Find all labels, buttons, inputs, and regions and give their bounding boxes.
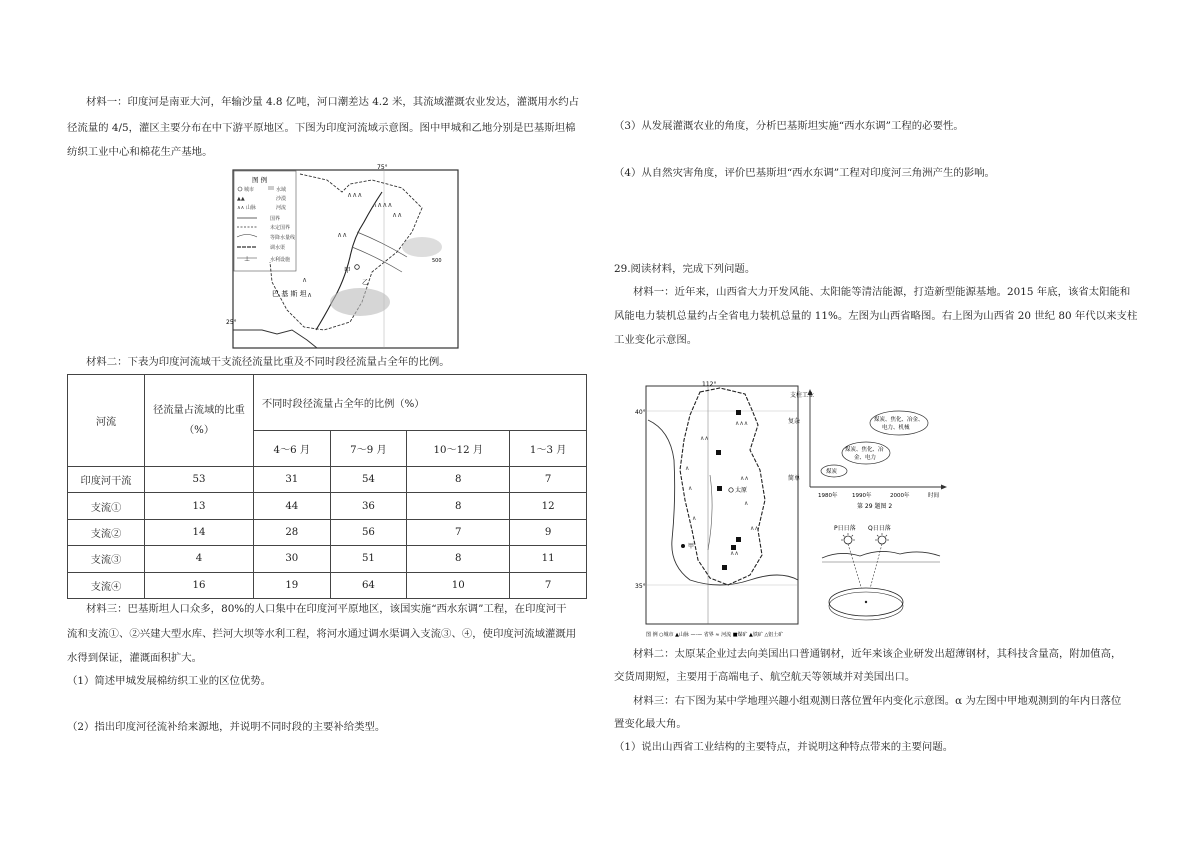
city-jia: 甲 — [344, 266, 351, 274]
svg-text:∧∧: ∧∧ — [337, 231, 348, 239]
svg-text:∧∧: ∧∧ — [700, 435, 709, 442]
svg-text:∧: ∧ — [744, 500, 749, 507]
legend-canal: 调水渠 — [270, 245, 286, 251]
svg-text:▲▲: ▲▲ — [237, 196, 245, 202]
x-tick-1990: 1990年 — [852, 493, 872, 499]
m1-line2: 径流量的 4/5，灌区主要分布在中下游平原地区。下图为印度河流域示意图。图中甲城和乙地分别是巴基斯坦棉 — [67, 122, 576, 134]
svg-text:∧∧∧: ∧∧∧ — [347, 191, 363, 199]
y-bottom: 简单 — [788, 475, 801, 482]
svg-text:∧∧: ∧∧ — [392, 211, 403, 219]
legend-undetermined: 未定国界 — [270, 225, 291, 231]
shanxi-legend: 图 例 ○城市 ▲山脉 —·— 省界 ≈ 河流 ■煤矿 ▲铁矿 △铝土矿 — [646, 632, 784, 638]
svg-text:∧∧: ∧∧ — [237, 205, 245, 211]
y-top: 复杂 — [788, 418, 801, 425]
city-jia-shanxi: 甲 — [688, 543, 695, 550]
svg-text:∧: ∧ — [685, 465, 690, 472]
sun-p-icon — [841, 533, 855, 544]
x-tick-1980: 1980年 — [818, 493, 838, 499]
legend-mountain: 山脉 — [246, 205, 257, 211]
legend-isohyet: 等降水量线 — [270, 235, 296, 241]
legend-water: 水域 — [276, 187, 287, 193]
th-p3: 10～12 月 — [407, 431, 510, 467]
svg-text:∧: ∧ — [692, 515, 697, 522]
stage-3b: 电力、机械 — [882, 425, 910, 431]
table-row: 支流② 14 28 56 7 9 — [68, 519, 587, 545]
question-2: （2）指出印度河径流补给来源地，并说明不同时段的主要补给类型。 — [67, 721, 386, 733]
table-row: 印度河干流 53 31 54 8 7 — [68, 467, 587, 493]
q29-m2-line1: 材料二：太原某企业过去向美国出口普通钢材，近年来该企业研发出超薄钢材，其科技含量高，附加值高， — [633, 648, 1122, 660]
th-p1: 4～6 月 — [254, 431, 331, 467]
stage-2a: 煤炭、焦化、冶 — [845, 447, 884, 453]
question-29: 29.阅读材料，完成下列问题。 — [614, 263, 756, 275]
p-sunset-label: P日日落 — [834, 525, 856, 532]
svg-text:∧∧∧: ∧∧∧ — [735, 420, 749, 427]
place-yi: 乙 — [362, 278, 369, 286]
m3-line2: 流和支流①、②兴建大型水库、拦河大坝等水利工程，将河水通过调水渠调入支流③、④，使印度河流域灌溉用 — [67, 628, 577, 640]
x-tick-2000: 2000年 — [890, 493, 910, 499]
svg-text:∧: ∧ — [302, 276, 308, 284]
q29-m1-line3: 工业变化示意图。 — [614, 334, 698, 346]
svg-text:∧: ∧ — [307, 291, 313, 299]
sun-q-icon — [875, 533, 889, 544]
stage-2b: 金、电力 — [854, 455, 877, 461]
th-period: 不同时段径流量占全年的比例（%） — [254, 375, 587, 431]
q29-m3-line1: 材料三：右下图为某中学地理兴趣小组观测日落位置年内变化示意图。α 为左图中甲地观测到的年内日落位 — [633, 695, 1122, 707]
isohyet-500: 500 — [432, 258, 442, 264]
chart-caption: 第 29 题图 2 — [857, 503, 893, 510]
question-3: （3）从发展灌溉农业的角度，分析巴基斯坦实施“西水东调”工程的必要性。 — [614, 120, 964, 132]
country-label: 巴 基 斯 坦 — [272, 290, 307, 298]
svg-text:∧: ∧ — [688, 485, 693, 492]
q-sunset-label: Q日日落 — [868, 525, 891, 532]
m2-text: 材料二：下表为印度河流域干支流径流量比重及不同时段径流量占全年的比例。 — [86, 356, 450, 368]
legend-desert: 沙漠 — [276, 196, 287, 202]
svg-text:⊥: ⊥ — [244, 255, 251, 263]
y-title: 支柱工业 — [790, 392, 815, 399]
m1-line3: 纺织工业中心和棉花生产基地。 — [67, 146, 213, 158]
svg-text:∧∧: ∧∧ — [750, 525, 759, 532]
question-4: （4）从自然灾害角度，评价巴基斯坦“西水东调”工程对印度河三角洲产生的影响。 — [614, 167, 995, 179]
sunset-diagram — [820, 522, 950, 632]
m3-line3: 水得到保证，灌溉面积扩大。 — [67, 652, 203, 664]
lat-40: 40° — [635, 409, 646, 416]
q29-m1-line2: 风能电力装机总量约占全省电力装机总量的 11%。左图为山西省略图。右上图为山西省 20 世纪 80 年代以来支柱 — [614, 310, 1138, 322]
indus-map — [226, 162, 460, 350]
table-row: 支流④ 16 19 64 10 7 — [68, 572, 587, 598]
m3-line1: 材料三：巴基斯坦人口众多，80%的人口集中在印度河平原地区，该国实施“西水东调”工程，在印度河干 — [86, 603, 567, 615]
svg-text:∧∧: ∧∧ — [730, 550, 739, 557]
svg-text:∧∧∧∧: ∧∧∧∧ — [372, 201, 393, 209]
q29-m3-line2: 置变化最大角。 — [614, 718, 687, 730]
table-row: 支流③ 4 30 51 8 11 — [68, 546, 587, 572]
th-river: 河流 — [68, 375, 145, 467]
stage-1: 煤炭 — [826, 469, 838, 475]
legend-title: 图 例 — [252, 176, 268, 184]
shanxi-map — [635, 380, 800, 642]
q29-question-1: （1）说出山西省工业结构的主要特点，并说明这种特点带来的主要问题。 — [614, 741, 954, 753]
m1-line1: 材料一：印度河是南亚大河，年输沙量 4.8 亿吨，河口潮差达 4.2 米，其流域灌溉农业发达，灌溉用水约占 — [86, 96, 580, 108]
th-ratio: 径流量占流域的比重（%） — [145, 375, 254, 467]
legend-river: 河流 — [276, 205, 287, 211]
svg-text:∧∧: ∧∧ — [740, 475, 749, 482]
question-1: （1）简述甲城发展棉纺织工业的区位优势。 — [67, 675, 272, 687]
q29-m2-line2: 交货周期短，主要用于高端电子、航空航天等领域并对美国出口。 — [614, 671, 916, 683]
lon-75: 75° — [377, 164, 388, 171]
q29-m1-line1: 材料一：近年来，山西省大力开发风能、太阳能等清洁能源，打造新型能源基地。2015 年底，该省太阳能和 — [633, 286, 1131, 298]
stage-3a: 煤炭、焦化、冶金、 — [874, 417, 924, 423]
lat-35: 35° — [635, 583, 646, 590]
lon-112: 112° — [702, 381, 717, 388]
legend-facility: 水利设施 — [270, 257, 291, 263]
pillar-industry-chart — [782, 385, 950, 510]
runoff-table — [67, 374, 587, 599]
table-row: 支流① 13 44 36 8 12 — [68, 493, 587, 519]
th-p2: 7～9 月 — [330, 431, 407, 467]
x-label: 时间 — [928, 493, 940, 499]
city-taiyuan: 太原 — [735, 487, 748, 494]
legend-city: 城市 — [244, 187, 255, 193]
th-p4: 1～3 月 — [510, 431, 587, 467]
lat-25: 25° — [226, 319, 237, 326]
legend-border: 国界 — [270, 216, 281, 222]
